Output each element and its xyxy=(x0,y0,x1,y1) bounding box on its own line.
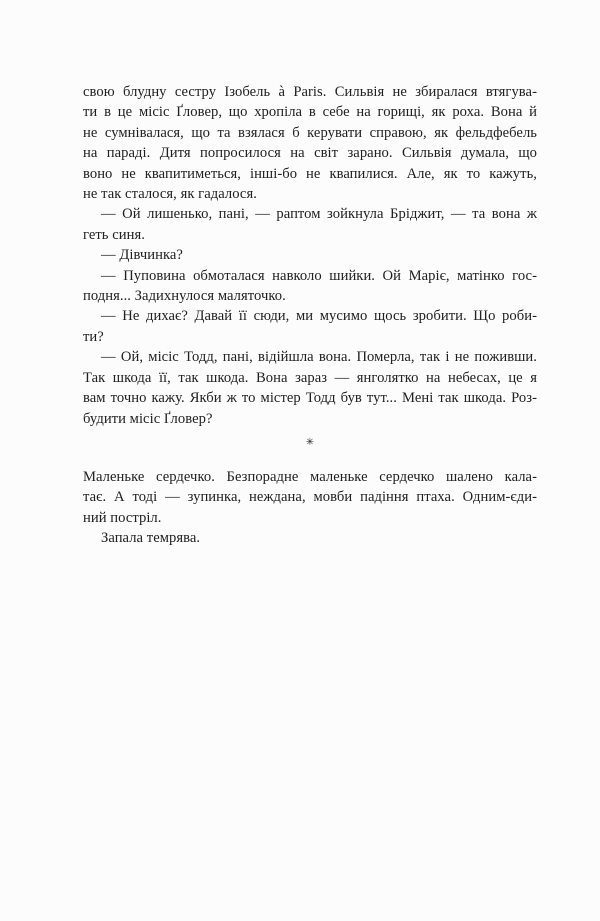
text-line: не сумнівалася, що та взялася б керувати справою, як фельдфебель xyxy=(83,124,537,141)
text-line: воно не квапитиметься, інші-бо не квапилися. Але, як то кажуть, xyxy=(83,165,537,182)
text-line: ти в це місіс Ґловер, що хропіла в себе на горищі, як роха. Вона й xyxy=(83,104,537,121)
text-line: Маленьке сердечко. Безпорадне маленьке сердечко шалено кала- xyxy=(83,468,537,485)
text-line: — Не дихає? Давай її сюди, ми мусимо щось зробити. Що роби- xyxy=(101,308,537,325)
paragraph xyxy=(83,266,537,307)
paragraph xyxy=(83,245,537,265)
paragraph xyxy=(83,528,537,548)
text-line: — Дівчинка? xyxy=(101,247,183,264)
paragraph xyxy=(83,347,537,429)
asterisk-separator-icon: ✳ xyxy=(305,436,315,448)
text-line: на параді. Дитя попросилося на світ зарано. Сильвія думала, що xyxy=(83,145,537,162)
text-line: ний постріл. xyxy=(83,509,162,526)
paragraph xyxy=(83,306,537,347)
text-line: — Ой, місіс Тодд, пані, відійшла вона. Померла, так і не поживши. xyxy=(101,349,537,366)
paragraph xyxy=(83,204,537,245)
section-separator xyxy=(83,429,537,467)
text-line: — Пуповина обмоталася навколо шийки. Ой Маріє, матінко гос- xyxy=(101,267,537,284)
text-line: подня... Задихнулося маляточко. xyxy=(83,288,286,305)
text-line: геть синя. xyxy=(83,226,145,243)
section-2 xyxy=(83,467,537,549)
text-line: — Ой лишенько, пані, — раптом зойкнула Бріджит, — та вона ж xyxy=(101,206,537,223)
text-line: будити місіс Ґловер? xyxy=(83,410,213,427)
text-line: ти? xyxy=(83,328,104,345)
text-line: тає. А тоді — зупинка, неждана, мовби падіння птаха. Одним-єди- xyxy=(83,489,537,506)
text-line: Запала темрява. xyxy=(101,530,201,547)
paragraph xyxy=(83,82,537,204)
text-line: вам точно кажу. Якби ж то містер Тодд був тут... Мені так шкода. Роз- xyxy=(83,390,537,407)
section-1 xyxy=(83,82,537,429)
text-line: свою блудну сестру Ізобель à Paris. Сильвія не збиралася втягува- xyxy=(83,84,537,100)
page-text xyxy=(83,82,537,549)
text-line: Так шкода її, так шкода. Вона зараз — янголятко на небесах, це я xyxy=(83,369,537,386)
paragraph xyxy=(83,467,537,528)
text-line: не так сталося, як гадалося. xyxy=(83,186,257,203)
